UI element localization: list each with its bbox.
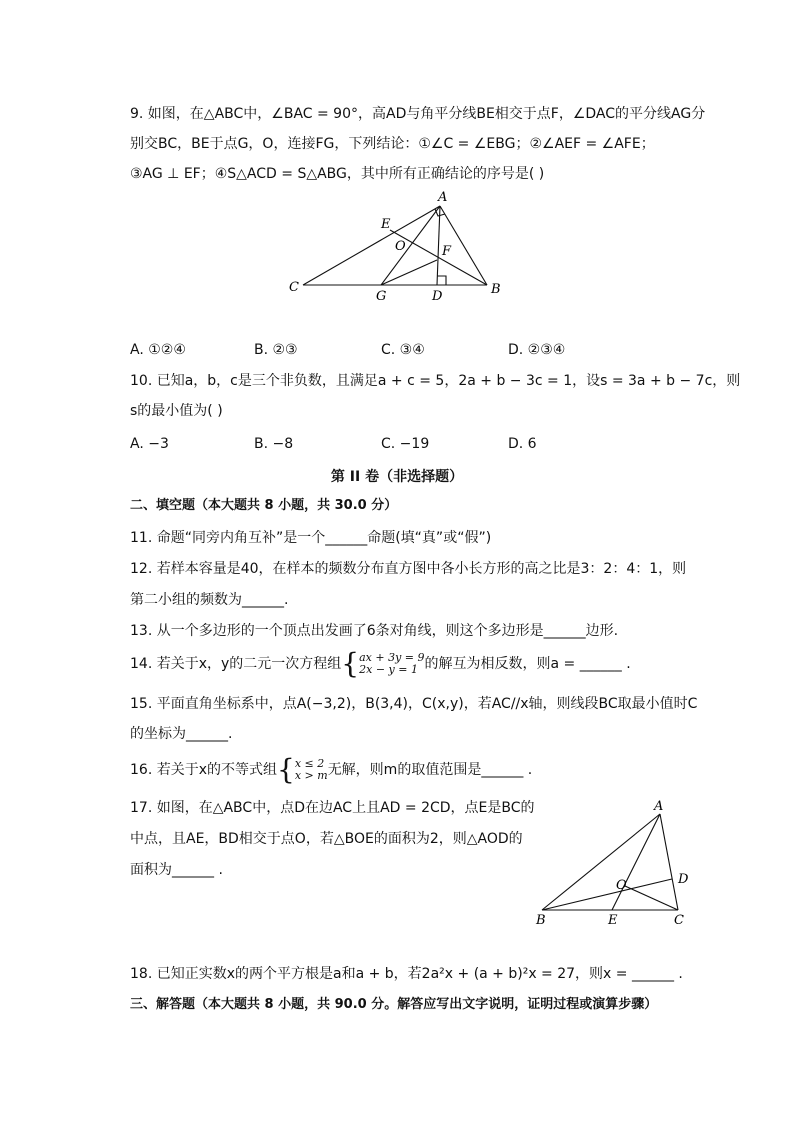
q9-line1: 9. 如图，在△ABC中，∠BAC = 90°，高AD与角平分线BE相交于点F，∠DAC的平分线AG分 [130,106,706,122]
q11: 11. 命题“同旁内角互补”是一个______命题(填“真”或“假”) [130,530,492,546]
q9-segment-ca [303,206,440,285]
q9-right-angle-d [437,276,446,285]
q17-segment-oc [625,886,678,910]
q9-option-b[interactable]: B. ②③ [254,342,298,358]
q17-line2: 中点，且AE，BD相交于点O，若△BOE的面积为2，则△AOD的 [130,831,523,847]
q10-option-d[interactable]: D. 6 [508,436,537,452]
q9-triangle-figure [285,188,515,308]
q16-eq2: x > m [294,769,328,782]
q14 [130,647,631,680]
q9-segment-ad [437,206,440,285]
q16 [130,753,533,786]
q12-line1: 12. 若样本容量是40，在样本的频数分布直方图中各小长方形的高之比是3：2：4：1，则 [130,561,687,577]
q9-label-c: C [289,280,299,295]
q9-segment-gf [381,260,437,285]
q17-label-b: B [536,913,546,928]
section3-header: 三、解答题（本大题共 8 小题，共 90.0 分。解答应写出文字说明，证明过程或演算步骤） [130,997,658,1012]
q14-prefix: 14. 若关于x，y的二元一次方程组 [130,656,342,672]
section2-header: 二、填空题（本大题共 8 小题，共 30.0 分） [130,498,398,513]
q9-label-b: B [491,282,501,297]
q10-option-a[interactable]: A. −3 [130,436,169,452]
q17-segment-ae [612,814,660,910]
q17-label-a: A [654,799,664,814]
q17-label-c: C [674,913,684,928]
q17-triangle-figure [530,796,700,930]
q10-line2: s的最小值为( ) [130,403,223,419]
q10-line1: 10. 已知a，b，c是三个非负数，且满足a + c = 5，2a + b − 3c = 1，设s = 3a + b − 7c，则 [130,373,741,389]
q17-label-o: O [616,878,627,893]
q10-option-b[interactable]: B. −8 [254,436,294,452]
q9-option-c[interactable]: C. ③④ [381,342,425,358]
q17-label-e: E [608,913,618,928]
q10-option-c[interactable]: C. −19 [381,436,430,452]
q15-line1: 15. 平面直角坐标系中，点A(−3,2)，B(3,4)，C(x,y)，若AC//x轴，则线段BC取最小值时C [130,696,698,712]
q17-segment-ac [660,814,678,910]
q16-prefix: 16. 若关于x的不等式组 [130,762,277,778]
q9-option-a[interactable]: A. ①②④ [130,342,186,358]
q14-suffix: 的解互为相反数，则a = ______ . [424,656,631,672]
q16-brace: { [277,753,295,786]
q9-line2: 别交BC，BE于点G，O，连接FG，下列结论：①∠C = ∠EBG；②∠AEF = ∠AFE； [130,136,655,152]
section2-title: 第 II 卷（非选择题） [330,469,464,485]
q14-eq1: ax + 3y = 9 [359,651,425,664]
q13: 13. 从一个多边形的一个顶点出发画了6条对角线，则这个多边形是______边形. [130,623,619,639]
q14-brace: { [341,647,360,680]
q15-line2: 的坐标为______. [130,726,233,742]
q12-line2: 第二小组的频数为______. [130,592,289,608]
q18: 18. 已知正实数x的两个平方根是a和a + b，若2a²x + (a + b)²x = 27，则x = ______ . [130,966,683,982]
q9-label-e: E [381,217,391,232]
q9-label-f: F [442,244,452,259]
q9-label-a: A [438,190,448,205]
q9-line3: ③AG ⊥ EF；④S△ACD = S△ABG，其中所有正确结论的序号是( ) [130,166,545,182]
q14-eq2: 2x − y = 1 [359,663,418,676]
q17-line1: 17. 如图，在△ABC中，点D在边AC上且AD = 2CD，点E是BC的 [130,800,535,816]
q9-option-d[interactable]: D. ②③④ [508,342,566,358]
q9-label-g: G [376,289,387,304]
q9-label-d: D [432,289,443,304]
q16-eq1: x ≤ 2 [294,757,325,770]
q17-label-d: D [678,872,689,887]
q16-suffix: 无解，则m的取值范围是______ . [327,762,533,778]
q14-equation-system [341,647,425,680]
q17-line3: 面积为______ . [130,862,223,878]
q9-label-o: O [395,239,406,254]
q16-inequality-system [277,753,328,786]
